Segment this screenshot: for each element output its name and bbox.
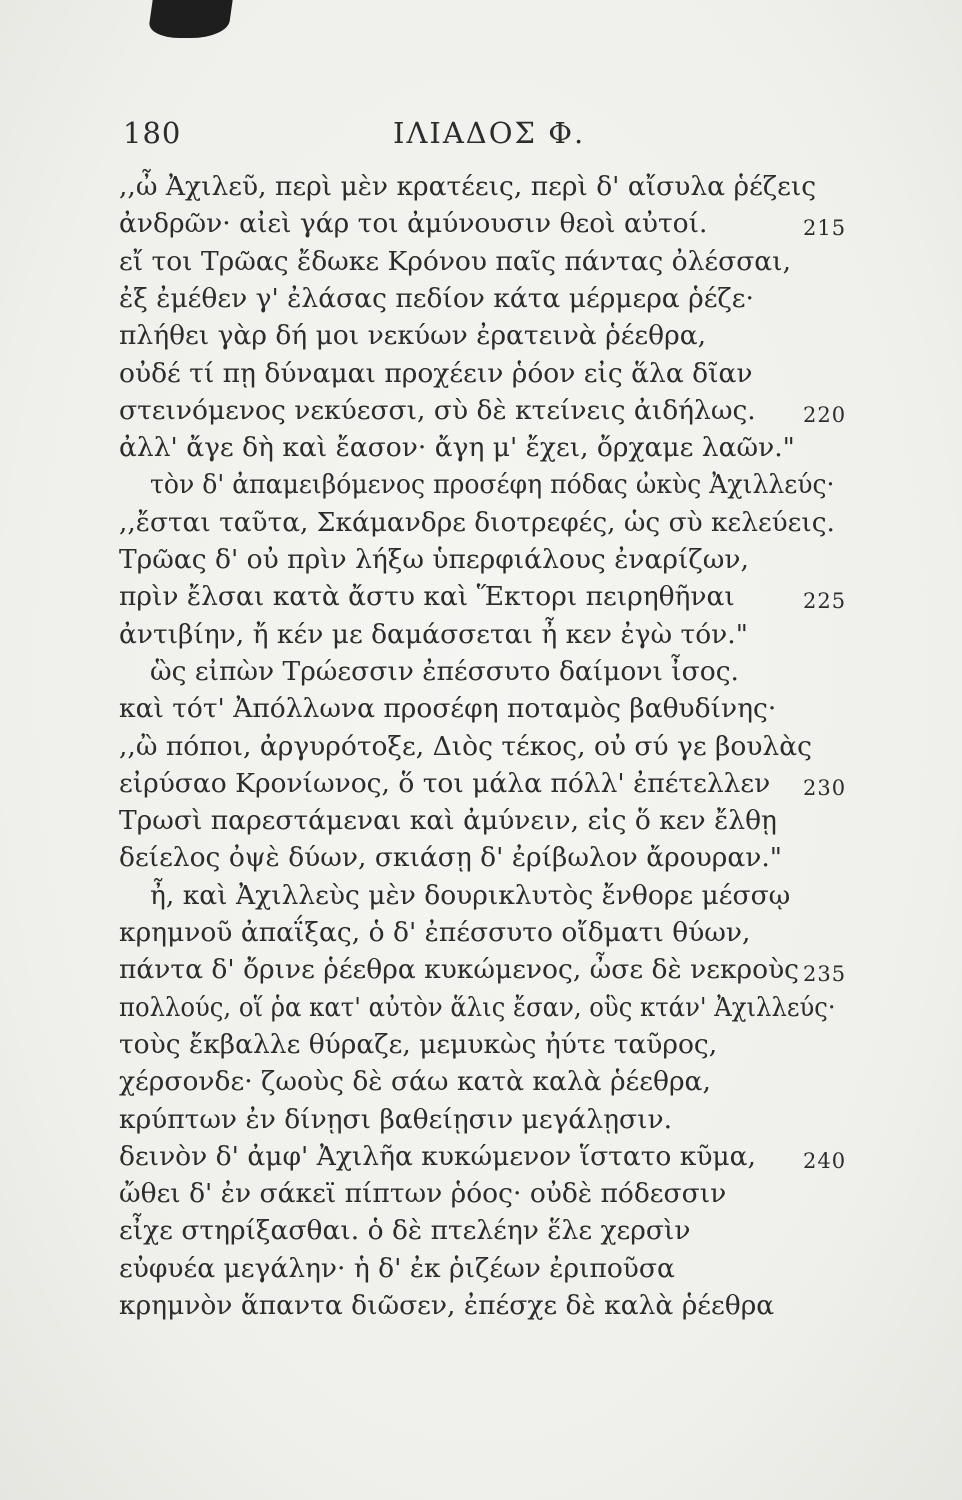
line-number: 215 xyxy=(803,216,847,241)
verse-line xyxy=(0,727,962,767)
verse-line xyxy=(0,242,962,282)
verse-text: εἰρύσαο Κρονίωνος, ὅ τοι μάλα πόλλ' ἐπέτελλεν xyxy=(119,767,771,799)
verse-line xyxy=(0,615,962,655)
verse-line xyxy=(0,1025,962,1065)
verse-text: ἀνδρῶν· αἰεὶ γάρ τοι ἀμύνουσιν θεοὶ αὐτοί. xyxy=(119,208,708,240)
line-number: 220 xyxy=(803,402,847,427)
verse-line xyxy=(0,167,962,207)
verse-text: εἴ τοι Τρῶας ἔδωκε Κρόνου παῖς πάντας ὀλέσσαι, xyxy=(119,245,791,277)
verse-text: στεινόμενος νεκύεσσι, σὺ δὲ κτείνεις ἀιδήλως. xyxy=(119,394,756,426)
verse-text: πολλούς, οἵ ῥα κατ' αὐτὸν ἅλις ἔσαν, οὓς κτάν' Ἀχιλλεύς· xyxy=(119,991,836,1023)
verse-line xyxy=(0,316,962,356)
verse-text: τοὺς ἔκβαλλε θύραζε, μεμυκὼς ἠύτε ταῦρος, xyxy=(119,1028,718,1060)
verse-line xyxy=(0,1211,962,1251)
verse-text: δεινὸν δ' ἀμφ' Ἀχιλῆα κυκώμενον ἵστατο κῦμα, xyxy=(119,1140,756,1172)
line-number: 235 xyxy=(803,962,847,987)
line-number: 240 xyxy=(803,1148,847,1173)
verse-text: δείελος ὀψὲ δύων, σκιάσῃ δ' ἐρίβωλον ἄρουραν." xyxy=(119,842,782,874)
verse-text: ,,ὦ Ἀχιλεῦ, περὶ μὲν κρατέεις, περὶ δ' αἴσυλα ῥέζεις xyxy=(119,171,817,202)
verse-text: ἐξ ἐμέθεν γ' ἐλάσας πεδίον κάτα μέρμερα ῥέζε· xyxy=(119,282,754,314)
verse-line xyxy=(0,950,962,990)
verse-line xyxy=(0,1137,962,1177)
running-head: ΙΛΙΑΔΟΣ Φ. xyxy=(393,116,586,150)
verse-text: τὸν δ' ἀπαμειβόμενος προσέφη πόδας ὠκὺς Ἀχιλλεύς· xyxy=(150,469,835,501)
verse-text: ὣς εἰπὼν Τρώεσσιν ἐπέσσυτο δαίμονι ἶσος. xyxy=(150,655,739,687)
verse-text: Τρῶας δ' οὐ πρὶν λήξω ὑπερφιάλους ἐναρίζων, xyxy=(119,544,749,575)
line-number: 230 xyxy=(803,775,847,800)
verse-text: ,,ἔσται ταῦτα, Σκάμανδρε διοτρεφές, ὡς σὺ κελεύεις. xyxy=(119,506,835,538)
verse-line xyxy=(0,465,962,505)
verse-line xyxy=(0,503,962,543)
verse-text: πλήθει γὰρ δή μοι νεκύων ἐρατεινὰ ῥέεθρα, xyxy=(119,320,707,352)
verse-text: πρὶν ἔλσαι κατὰ ἄστυ καὶ Ἕκτορι πειρηθῆναι xyxy=(119,581,735,613)
verse-text: χέρσονδε· ζωοὺς δὲ σάω κατὰ καλὰ ῥέεθρα, xyxy=(119,1066,711,1098)
line-number: 225 xyxy=(803,589,847,614)
corner-ink-mark xyxy=(147,0,232,38)
verse-text: κρημνοῦ ἀπαΐξας, ὁ δ' ἐπέσσυτο οἴδματι θύων, xyxy=(119,917,751,948)
verse-text: καὶ τότ' Ἀπόλλωνα προσέφη ποταμὸς βαθυδίνης· xyxy=(119,693,777,725)
verse-line xyxy=(0,913,962,953)
verse-line xyxy=(0,764,962,804)
verse-line xyxy=(0,577,962,617)
verse-text: πάντα δ' ὄρινε ῥέεθρα κυκώμενος, ὦσε δὲ νεκροὺς xyxy=(119,954,800,986)
verse-line xyxy=(0,1100,962,1140)
verse-line xyxy=(0,391,962,431)
verse-text: οὐδέ τί πῃ δύναμαι προχέειν ῥόον εἰς ἅλα δῖαν xyxy=(119,357,753,389)
verse-text: εἶχε στηρίξασθαι. ὁ δὲ πτελέην ἕλε χερσὶν xyxy=(119,1215,691,1247)
verse-line xyxy=(0,428,962,468)
verse-line xyxy=(0,652,962,692)
verse-text: ἦ, καὶ Ἀχιλλεὺς μὲν δουρικλυτὸς ἔνθορε μέσσῳ xyxy=(150,879,791,911)
verse-text: ὤθει δ' ἐν σάκεϊ πίπτων ῥόος· οὐδὲ πόδεσσιν xyxy=(119,1178,727,1210)
verse-text: εὐφυέα μεγάλην· ἡ δ' ἐκ ῥιζέων ἐριποῦσα xyxy=(119,1252,675,1284)
verse-text: κρημνὸν ἅπαντα διῶσεν, ἐπέσχε δὲ καλὰ ῥέεθρα xyxy=(119,1290,775,1321)
verse-line xyxy=(0,801,962,841)
verse-line xyxy=(0,1286,962,1326)
page-number: 180 xyxy=(123,116,182,150)
verse-line xyxy=(0,988,962,1028)
verse-line xyxy=(0,354,962,394)
verse-line xyxy=(0,876,962,916)
verse-line xyxy=(0,204,962,244)
verse-text: ἀντιβίην, ἤ κέν με δαμάσσεται ἦ κεν ἐγὼ τόν." xyxy=(119,618,748,650)
verse-text: Τρωσὶ παρεστάμεναι καὶ ἀμύνειν, εἰς ὅ κεν ἔλθῃ xyxy=(119,805,777,837)
verse-line xyxy=(0,1249,962,1289)
verse-text: ,,ὢ πόποι, ἀργυρότοξε, Διὸς τέκος, οὐ σύ γε βουλὰς xyxy=(119,730,812,762)
verse-line xyxy=(0,279,962,319)
verse-line xyxy=(0,1062,962,1102)
verse-text: κρύπτων ἐν δίνῃσι βαθείῃσιν μεγάλῃσιν. xyxy=(119,1103,673,1135)
verse-text: ἀλλ' ἄγε δὴ καὶ ἔασον· ἄγη μ' ἔχει, ὄρχαμε λαῶν." xyxy=(119,432,795,464)
verse-line xyxy=(0,540,962,580)
verse-line xyxy=(0,689,962,729)
verse-line xyxy=(0,1174,962,1214)
verse-line xyxy=(0,838,962,878)
